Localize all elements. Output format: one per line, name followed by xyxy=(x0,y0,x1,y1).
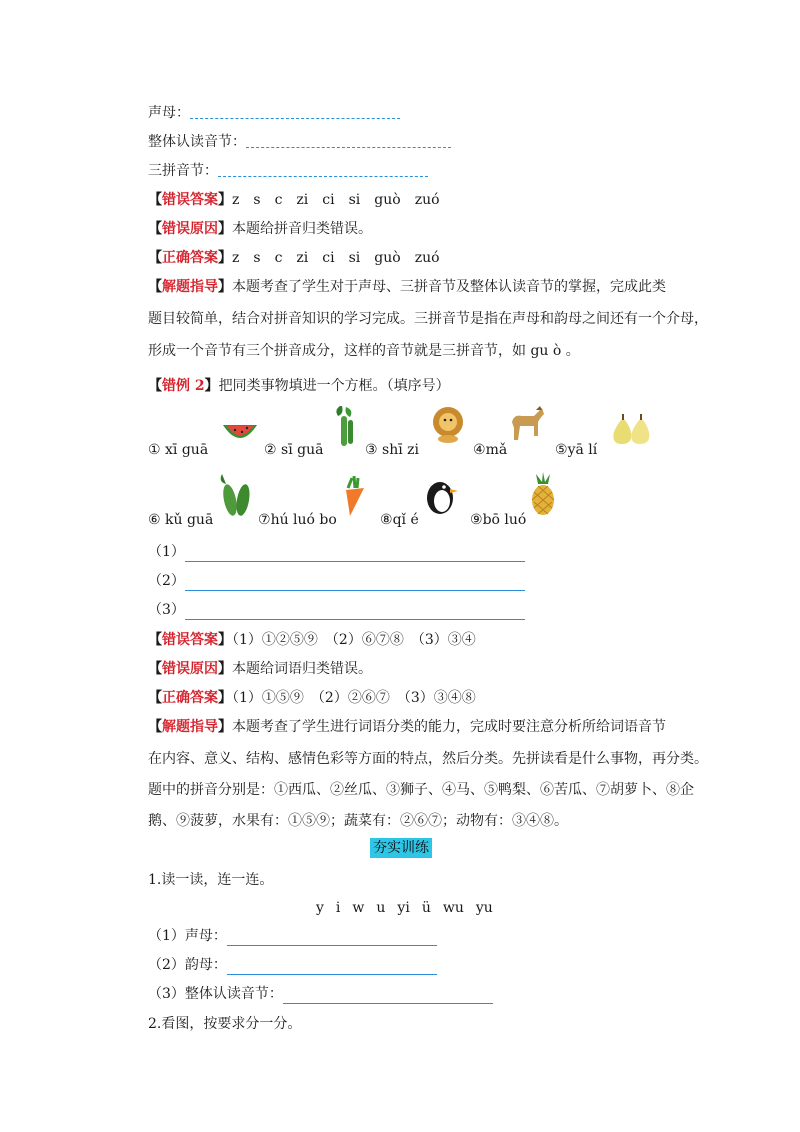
pinyin-token: zuó xyxy=(414,250,440,266)
ex1-guide-line2: 题目较简单，结合对拼音知识的学习完成。三拼音节是指在声母和韵母之间还有一个介母， xyxy=(148,311,708,327)
ex1-wrong-answer: 【错误答案】z s c zi ci si guò zuó xyxy=(148,190,454,210)
letter-token: u xyxy=(376,900,386,916)
letter-token: yu xyxy=(475,900,493,916)
ex2-header: 【错例 2】把同类事物填进一个方框。（填序号） xyxy=(148,378,450,394)
answer-line[interactable] xyxy=(227,931,437,946)
letter-token: y xyxy=(316,900,324,916)
ex2-guide-line3: 题中的拼音分别是：①西瓜、②丝瓜、③狮子、④马、⑤鸭梨、⑥苦瓜、⑦胡萝卜、⑧企 xyxy=(148,782,694,798)
q1-title: 1.读一读，连一连。 xyxy=(148,872,274,888)
ex1-guide: 【解题指导】本题考查了学生对于声母、三拼音节及整体认读音节的掌握，完成此类 xyxy=(148,279,666,295)
ex1-guide-line3: 形成一个音节有三个拼音成分，这样的音节就是三拼音节，如 gu ò 。 xyxy=(148,343,580,359)
ex1-wrong-reason: 【错误原因】本题给拼音归类错误。 xyxy=(148,221,372,237)
answer-line[interactable] xyxy=(283,989,493,1004)
ex1-wrong-answer-values xyxy=(232,192,454,208)
pinyin-token: zi xyxy=(296,250,309,266)
pinyin-token: zi xyxy=(296,192,309,208)
letter-token: i xyxy=(335,900,341,916)
answer-line[interactable] xyxy=(185,605,525,620)
field-zhengti: 整体认读音节： xyxy=(148,132,451,152)
q2-title: 2.看图，按要求分一分。 xyxy=(148,1016,302,1032)
horse-icon xyxy=(506,404,546,444)
dashed-blank[interactable] xyxy=(218,166,428,177)
pinyin-token: s xyxy=(253,192,261,208)
ex2-item-1: ① xī guā xyxy=(148,442,209,458)
pinyin-token: s xyxy=(253,250,261,266)
ex2-item-4: ④mǎ xyxy=(473,442,508,458)
pinyin-token: guò xyxy=(374,192,401,208)
letter-token: yi xyxy=(397,900,410,916)
ex2-item-7: ⑦hú luó bo xyxy=(258,512,337,528)
pinyin-token: ci xyxy=(322,250,335,266)
pinyin-token: ci xyxy=(322,192,335,208)
ex2-correct-answer: 【正确答案】（1）①⑤⑨ （2）②⑥⑦ （3）③④⑧ xyxy=(148,690,476,706)
watermelon-icon xyxy=(220,417,260,447)
letter-token: wu xyxy=(442,900,464,916)
ex2-guide-line4: 鹅、⑨菠萝，水果有：①⑤⑨；蔬菜有：②⑥⑦；动物有：③④⑧。 xyxy=(148,813,568,829)
ex2-blank-3: （3） xyxy=(148,600,525,620)
q1-blank-3: （3）整体认读音节： xyxy=(148,984,493,1004)
q1-blank-1: （1）声母： xyxy=(148,926,437,946)
q1-blank-2: （2）韵母： xyxy=(148,955,437,975)
pear-icon xyxy=(609,414,655,446)
pinyin-token: z xyxy=(232,250,240,266)
ex2-item-9: ⑨bō luó xyxy=(470,512,527,528)
ex1-correct-answer-values xyxy=(232,250,454,266)
field-sanpin: 三拼音节： xyxy=(148,161,428,181)
pinyin-token: c xyxy=(274,192,283,208)
ex2-guide: 【解题指导】本题考查了学生进行词语分类的能力，完成时要注意分析所给词语音节 xyxy=(148,719,666,735)
pinyin-token: zuó xyxy=(414,192,440,208)
pinyin-token: z xyxy=(232,192,240,208)
letter-token: ü xyxy=(421,900,431,916)
ex2-item-6: ⑥ kǔ guā xyxy=(148,512,214,528)
luffa-icon xyxy=(330,404,360,448)
pinyin-token: si xyxy=(348,192,361,208)
pineapple-icon xyxy=(528,472,558,518)
dashed-blank[interactable] xyxy=(190,108,400,119)
ex2-blank-2: （2） xyxy=(148,571,525,591)
ex2-item-3: ③ shī zi xyxy=(365,442,419,458)
answer-line[interactable] xyxy=(227,960,437,975)
ex1-correct-answer: 【正确答案】z s c zi ci si guò zuó xyxy=(148,248,454,268)
ex2-wrong-answer: 【错误答案】（1）①②⑤⑨ （2）⑥⑦⑧ （3）③④ xyxy=(148,632,476,648)
ex2-item-5: ⑤yā lí xyxy=(555,442,598,458)
answer-line[interactable] xyxy=(185,547,525,562)
section-banner: 夯实训练 xyxy=(370,838,432,858)
ex2-wrong-reason: 【错误原因】本题给词语归类错误。 xyxy=(148,661,372,677)
q1-letters xyxy=(316,898,505,918)
ex2-blank-1: （1） xyxy=(148,542,525,562)
pinyin-token: si xyxy=(348,250,361,266)
penguin-icon xyxy=(420,474,460,516)
pinyin-token: c xyxy=(274,250,283,266)
bitter-melon-icon xyxy=(216,472,256,518)
pinyin-token: guò xyxy=(374,250,401,266)
field-shengmu: 声母： xyxy=(148,103,400,123)
ex2-item-8: ⑧qǐ é xyxy=(380,512,419,528)
ex2-guide-line2: 在内容、意义、结构、感情色彩等方面的特点，然后分类。先拼读看是什么事物，再分类。 xyxy=(148,751,708,767)
lion-icon xyxy=(430,406,466,444)
dashed-blank[interactable] xyxy=(246,137,451,148)
answer-line[interactable] xyxy=(185,576,525,591)
ex2-item-2: ② sī guā xyxy=(264,442,324,458)
letter-token: w xyxy=(352,900,365,916)
carrot-icon xyxy=(338,474,368,518)
